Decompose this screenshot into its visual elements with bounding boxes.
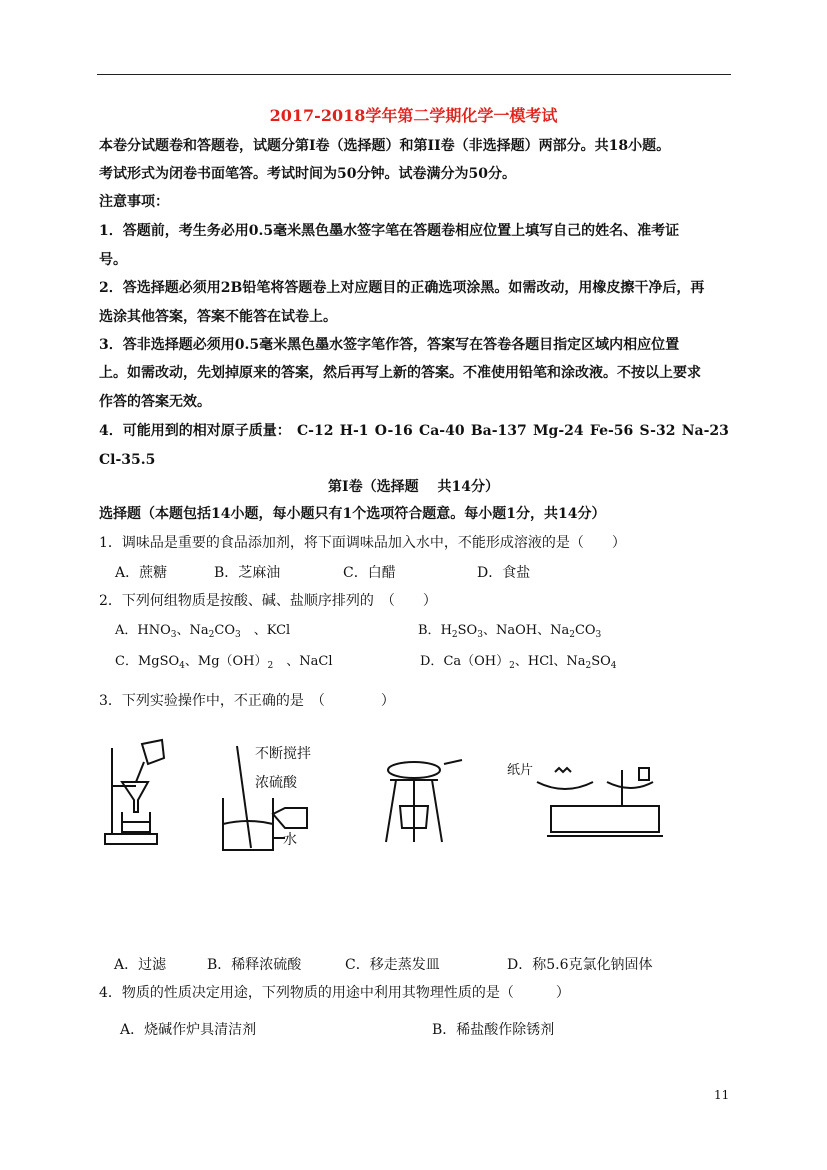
intro-line-1: 本卷分试题卷和答题卷，试题分第Ⅰ卷（选择题）和第II卷（非选择题）两部分。共18小题。 [99, 138, 671, 154]
atomic-mass-label: 4．可能用到的相对原子质量： [99, 423, 291, 439]
q3-option-b: B．稀释浓硫酸 [207, 957, 302, 973]
atomic-mass-line [99, 422, 729, 440]
notice-item-2b: 选涂其他答案，答案不能答在试卷上。 [99, 309, 337, 325]
notice-item-3a: 3．答非选择题必须用0.5毫米黑色墨水签字笔作答，答案写在答卷各题目指定区域内相应位置 [99, 337, 680, 353]
atomic-mass-ba: Ba-137 [470, 423, 527, 439]
fig-b-label-water: 水 [283, 832, 297, 848]
q3-option-c: C．移走蒸发皿 [345, 957, 440, 973]
atomic-mass-na: Na-23 [681, 423, 729, 439]
q3-option-a: A．过滤 [114, 957, 167, 973]
header-rule [97, 74, 731, 75]
filtration-figure [102, 738, 172, 850]
page-number: 11 [714, 1088, 730, 1102]
atomic-mass-mg: Mg-24 [533, 423, 584, 439]
atomic-mass-s: S-32 [639, 423, 676, 439]
atomic-mass-ca: Ca-40 [419, 423, 465, 439]
notice-item-3c: 作答的答案无效。 [99, 394, 211, 410]
balance-figure [507, 760, 667, 840]
fig-d-label-paper: 纸片 [507, 763, 534, 778]
q1-stem: 1．调味品是重要的食品添加剂，将下面调味品加入水中，不能形成溶液的是（ ） [99, 535, 626, 551]
section-1-heading: 第Ⅰ卷（选择题 共14分） [328, 479, 499, 495]
notice-item-2a: 2．答选择题必须用2B铅笔将答题卷上对应题目的正确选项涂黑。如需改动，用橡皮擦干净后，再 [99, 280, 705, 296]
q1-option-d: D．食盐 [477, 565, 531, 581]
atomic-mass-o: O-16 [374, 423, 413, 439]
atomic-mass-fe: Fe-56 [589, 423, 634, 439]
q4-option-b: B．稀盐酸作除锈剂 [432, 1022, 555, 1038]
q1-option-a: A．蔗糖 [115, 565, 168, 581]
q1-option-c: C．白醋 [343, 565, 396, 581]
dilution-figure [215, 740, 335, 858]
notice-heading: 注意事项： [99, 194, 169, 210]
q3-stem: 3．下列实验操作中，不正确的是 （ ） [99, 693, 395, 709]
intro-line-2: 考试形式为闭卷书面笔答。考试时间为50分钟。试卷满分为50分。 [99, 166, 516, 182]
q2-stem: 2．下列何组物质是按酸、碱、盐顺序排列的 （ ） [99, 593, 437, 609]
q4-stem: 4．物质的性质决定用途，下列物质的用途中利用其物理性质的是（ ） [99, 985, 570, 1001]
q2-option-c: C．MgSO$_4$、$Mg(OH)_2$ 、NaCl [115, 654, 333, 671]
fig-b-label-acid: 浓硫酸 [255, 775, 297, 791]
notice-item-3b: 上。如需改动，先划掉原来的答案，然后再写上新的答案。不准使用铅笔和涂改液。不按以上要求 [99, 365, 701, 381]
q4-option-a: A．烧碱作炉具清洁剂 [120, 1022, 257, 1038]
q1-option-b: B．芝麻油 [214, 565, 281, 581]
q2-option-a: A．$HNO_3$、$Na_2CO_3$ 、KCl [115, 623, 291, 640]
notice-item-1a: 1．答题前，考生务必用0.5毫米黑色墨水签字笔在答题卷相应位置上填写自己的姓名、准考证 [99, 223, 680, 239]
atomic-mass-cl: Cl-35.5 [99, 452, 156, 468]
atomic-mass-h: H-1 [339, 423, 369, 439]
evaporation-figure [380, 758, 464, 846]
section-1-instructions: 选择题（本题包括14小题，每小题只有1个选项符合题意。每小题1分，共14分） [99, 506, 606, 522]
fig-b-label-stir: 不断搅拌 [255, 746, 311, 762]
q2-option-b: B．$H_2SO_3$、NaOH、$Na_2CO_3$ [418, 623, 602, 640]
q3-option-d: D．称5.6克氯化钠固体 [507, 957, 653, 973]
exam-title: 2017-2018学年第二学期化学一模考试 [269, 106, 558, 125]
atomic-mass-c: C-12 [297, 423, 334, 439]
q2-option-d: D．$Ca(OH)_2$、HCl、$Na_2SO_4$ [420, 654, 617, 671]
notice-item-1b: 号。 [99, 252, 127, 268]
